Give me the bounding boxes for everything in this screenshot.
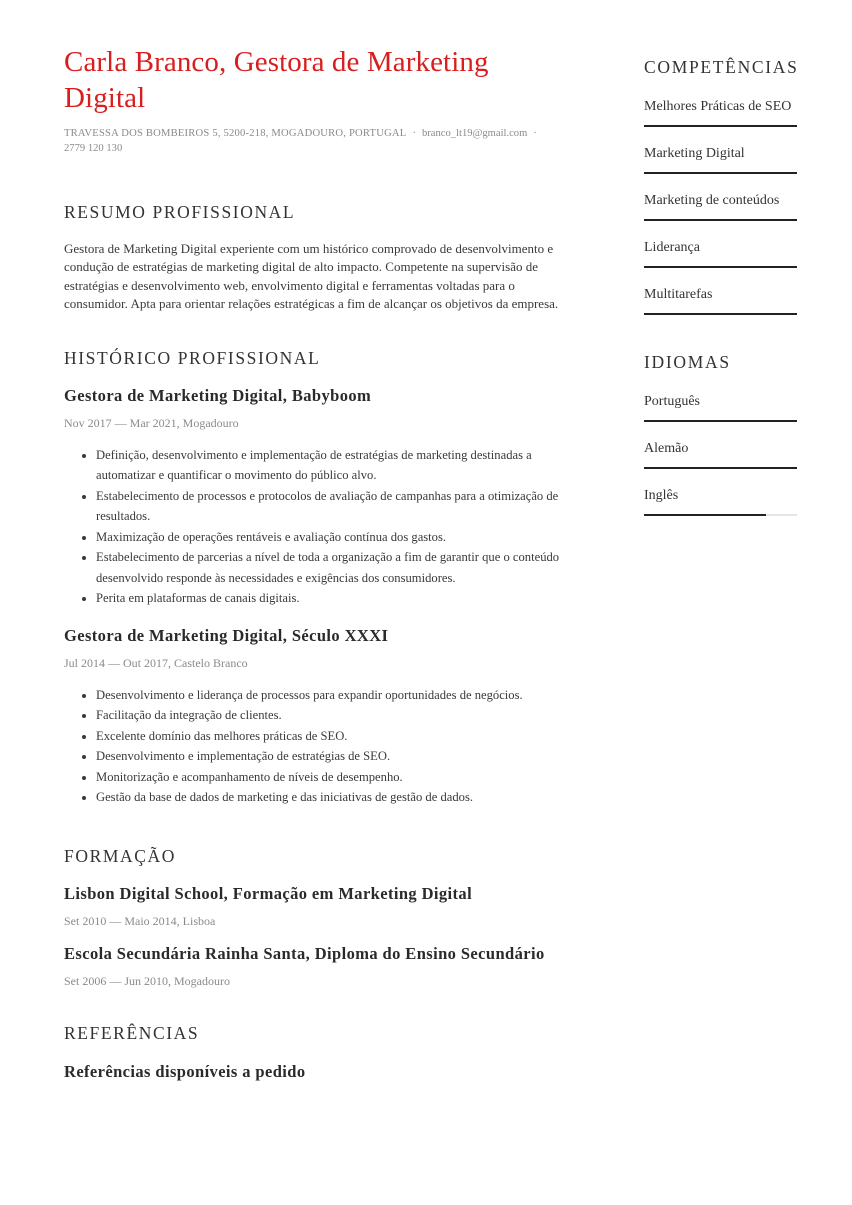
separator: ·: [533, 128, 537, 139]
skill-item: Marketing Digital: [644, 146, 745, 161]
references-section: [64, 1022, 574, 1083]
skill-item: Liderança: [644, 240, 700, 255]
education-title: Escola Secundária Rainha Santa, Diploma do Ensino Secundário: [64, 943, 545, 963]
list-item: • Definição, desenvolvimento e implementação de estratégias de marketing destinadas a automatizar e quantificar o movimento do público alvo.: [96, 445, 574, 486]
level-bar-fill: [644, 313, 797, 315]
level-bar-fill: [644, 514, 766, 516]
job-bullets: [64, 685, 574, 808]
list-item: • Excelente domínio das melhores práticas de SEO.: [96, 726, 574, 747]
education-entry: [64, 883, 574, 929]
language-item: Português: [644, 394, 700, 409]
summary-title: RESUMO PROFISSIONAL: [64, 202, 296, 222]
job-dates: Jul 2014 — Out 2017, Castelo Branco: [64, 655, 248, 670]
job-title: Gestora de Marketing Digital, Babyboom: [64, 385, 372, 405]
job-bullets: [64, 445, 574, 609]
job-dates: Nov 2017 — Mar 2021, Mogadouro: [64, 415, 239, 430]
education-section: [64, 845, 574, 989]
education-title: FORMAÇÃO: [64, 845, 176, 866]
skill-item: Melhores Práticas de SEO: [644, 99, 792, 114]
email[interactable]: branco_lt19@gmail.com: [421, 128, 528, 139]
summary-section: [64, 201, 574, 314]
language-item: Alemão: [644, 441, 689, 456]
main-column: [64, 44, 574, 1083]
separator: ·: [412, 128, 416, 139]
list-item: • Monitorização e acompanhamento de níveis de desempenho.: [96, 767, 574, 788]
level-bar: [644, 313, 797, 315]
education-entry: [64, 943, 574, 989]
skills-list: [644, 78, 797, 315]
languages-title: IDIOMAS: [644, 352, 731, 372]
list-item: • Gestão da base de dados de marketing e das iniciativas de gestão de dados.: [96, 787, 574, 808]
skills-title: COMPETÊNCIAS: [644, 57, 799, 77]
list-item: • Desenvolvimento e implementação de estratégias de SEO.: [96, 746, 574, 767]
job-entry: [64, 385, 574, 609]
history-title: HISTÓRICO PROFISSIONAL: [64, 347, 321, 368]
side-column: [644, 56, 797, 516]
references-text: Referências disponíveis a pedido: [64, 1061, 306, 1081]
list-item: • Facilitação da integração de clientes.: [96, 705, 574, 726]
address: TRAVESSA DOS BOMBEIROS 5, 5200-218, MOGADOURO, PORTUGAL: [64, 128, 407, 139]
education-dates: Set 2006 — Jun 2010, Mogadouro: [64, 973, 230, 988]
job-title: Gestora de Marketing Digital, Século XXXI: [64, 625, 389, 645]
candidate-name: Carla Branco, Gestora de Marketing Digital: [64, 46, 489, 114]
languages-list: [644, 373, 797, 516]
summary-text: Gestora de Marketing Digital experiente com um histórico comprovado de desenvolvimento e condução de estratégias de marketing digital de alto impacto. Competente na supervisão de estratégias e desenvolvimento web, envolvimento digital e ferramentas voltadas para o consumidor. Apta para orientar relações estratégicas a fim de alcançar os objetivos da empresa.: [64, 241, 559, 312]
skills-section: [644, 56, 797, 315]
list-item: • Perita em plataformas de canais digitais.: [96, 588, 574, 609]
skill-item: Multitarefas: [644, 287, 713, 302]
level-bar: [644, 514, 797, 516]
contact-info: [64, 126, 574, 156]
phone[interactable]: 2779 120 130: [64, 143, 123, 154]
language-item: Inglês: [644, 488, 679, 503]
education-dates: Set 2010 — Maio 2014, Lisboa: [64, 913, 216, 928]
list-item: • Estabelecimento de processos e protocolos de avaliação de campanhas para a otimização de resultados.: [96, 486, 574, 527]
education-title: Lisbon Digital School, Formação em Marketing Digital: [64, 883, 473, 903]
skill-item: Marketing de conteúdos: [644, 193, 780, 208]
history-section: [64, 347, 574, 808]
references-title: REFERÊNCIAS: [64, 1022, 200, 1043]
languages-section: [644, 351, 797, 516]
job-entry: [64, 625, 574, 808]
list-item: • Estabelecimento de parcerias a nível de toda a organização a fim de garantir que o conteúdo desenvolvido responde às necessidades e exigências dos consumidores.: [96, 547, 574, 588]
list-item: • Desenvolvimento e liderança de processos para expandir oportunidades de negócios.: [96, 685, 574, 706]
list-item: • Maximização de operações rentáveis e avaliação contínua dos gastos.: [96, 527, 574, 548]
